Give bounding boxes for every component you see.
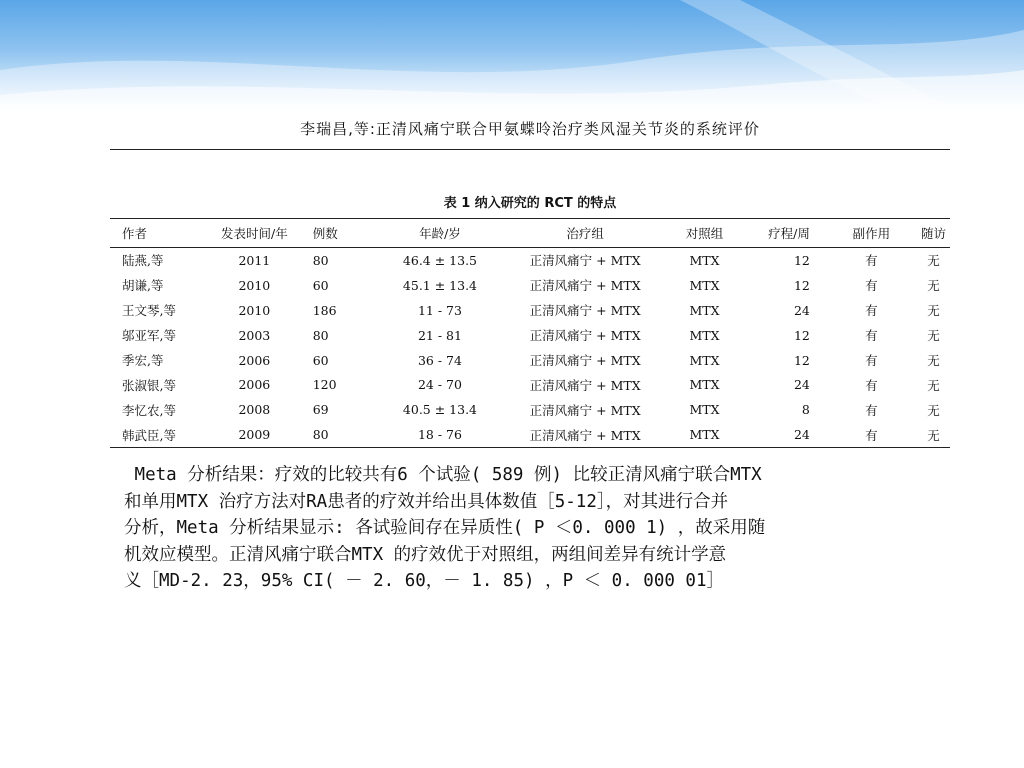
table-row <box>110 348 950 373</box>
col-header-author: 作者 <box>110 219 206 248</box>
cell-cases: 80 <box>303 422 371 447</box>
table-row <box>110 323 950 348</box>
cell-control: MTX <box>661 422 749 447</box>
cell-cases: 60 <box>312 352 329 368</box>
cell-cases: 80 <box>312 327 329 343</box>
cell-treatment: 正清风痛宁 + MTX <box>510 422 661 447</box>
cell-age: 21 - 81 <box>417 327 462 343</box>
cell-side-effects: 有 <box>865 377 878 393</box>
cell-follow-up: 无 <box>917 422 950 447</box>
cell-course: 8 <box>801 402 810 418</box>
cell-age: 24 - 70 <box>417 377 462 393</box>
col-header-follow-up: 随访 <box>917 219 950 248</box>
header-rule <box>110 149 950 150</box>
col-header-year: 发表时间/年 <box>206 219 303 248</box>
cell-course: 12 <box>793 277 810 293</box>
col-header-treatment: 治疗组 <box>510 219 661 248</box>
cell-year: 2010 <box>238 277 271 293</box>
paper-running-header: 李瑞昌,等:正清风痛宁联合甲氨蝶呤治疗类风湿关节炎的系统评价 <box>300 120 760 138</box>
cell-age: 11 - 73 <box>417 302 462 318</box>
cell-course: 24 <box>748 422 826 447</box>
cell-side-effects: 有 <box>865 402 878 418</box>
paragraph-line: 和单用MTX 治疗方法对RA患者的疗效并给出具体数值［5-12］，对其进行合并 <box>124 491 729 512</box>
col-header-side-effects: 副作用 <box>826 219 917 248</box>
cell-author: 韩武臣,等 <box>110 422 206 447</box>
table-header-row <box>110 219 950 248</box>
cell-year: 2006 <box>238 352 271 368</box>
cell-author: 陆燕,等 <box>122 253 164 269</box>
cell-year: 2009 <box>206 422 303 447</box>
cell-treatment: 正清风痛宁 + MTX <box>529 402 641 418</box>
cell-age: 46.4 ± 13.5 <box>402 252 478 268</box>
cell-side-effects: 有 <box>865 278 878 294</box>
rct-characteristics-table <box>110 218 950 448</box>
cell-control: MTX <box>689 252 720 268</box>
cell-author: 张淑银,等 <box>122 377 176 393</box>
cell-age: 36 - 74 <box>417 352 462 368</box>
banner-wave-decoration <box>0 0 1024 112</box>
paragraph-line: 义［MD-2. 23，95% CI( － 2. 60，－ 1. 85) ，P ＜ 0. 000 01］ <box>124 571 725 591</box>
cell-side-effects: 有 <box>826 422 917 447</box>
slide-header-banner <box>0 0 1024 112</box>
cell-cases: 69 <box>312 402 329 418</box>
cell-follow-up: 无 <box>927 278 940 294</box>
cell-treatment: 正清风痛宁 + MTX <box>529 303 641 319</box>
table-row <box>110 273 950 298</box>
cell-course: 24 <box>793 302 810 318</box>
table-row <box>110 372 950 397</box>
cell-control: MTX <box>689 402 720 418</box>
cell-treatment: 正清风痛宁 + MTX <box>529 377 641 393</box>
col-header-age: 年龄/岁 <box>370 219 509 248</box>
cell-age: 45.1 ± 13.4 <box>402 277 478 293</box>
cell-treatment: 正清风痛宁 + MTX <box>529 353 641 368</box>
cell-side-effects: 有 <box>865 353 878 368</box>
cell-course: 12 <box>793 252 810 268</box>
cell-age: 40.5 ± 13.4 <box>402 402 478 418</box>
cell-control: MTX <box>689 377 720 393</box>
cell-follow-up: 无 <box>927 402 940 418</box>
meta-analysis-paragraph <box>124 462 924 595</box>
paragraph-line: 分析，Meta 分析结果显示: 各试验间存在异质性( P ＜0. 000 1) ，故采用随 <box>124 518 766 538</box>
table-row <box>110 298 950 323</box>
cell-course: 12 <box>793 327 810 343</box>
cell-treatment: 正清风痛宁 + MTX <box>529 253 641 269</box>
paragraph-line: Meta 分析结果：疗效的比较共有6 个试验( 589 例) 比较正清风痛宁联合MTX <box>124 465 762 485</box>
col-header-cases: 例数 <box>303 219 371 248</box>
cell-age: 18 - 76 <box>370 422 509 447</box>
table-row <box>110 397 950 422</box>
cell-author: 季宏,等 <box>122 353 164 368</box>
table-row <box>110 422 950 447</box>
cell-cases: 80 <box>312 252 329 268</box>
cell-year: 2010 <box>238 302 271 318</box>
cell-year: 2003 <box>238 327 271 343</box>
cell-author: 王文琴,等 <box>122 303 176 319</box>
cell-follow-up: 无 <box>927 328 940 344</box>
cell-author: 邬亚军,等 <box>122 328 176 344</box>
cell-follow-up: 无 <box>927 303 940 319</box>
col-header-course: 疗程/周 <box>748 219 826 248</box>
cell-course: 24 <box>793 377 810 393</box>
cell-follow-up: 无 <box>927 253 940 269</box>
cell-follow-up: 无 <box>927 353 940 368</box>
cell-control: MTX <box>689 302 720 318</box>
cell-cases: 186 <box>312 302 337 318</box>
paragraph-line: 机效应模型。正清风痛宁联合MTX 的疗效优于对照组，两组间差异有统计学意 <box>124 544 727 565</box>
cell-course: 12 <box>793 352 810 368</box>
cell-year: 2006 <box>238 377 271 393</box>
table-row <box>110 248 950 273</box>
cell-side-effects: 有 <box>865 328 878 344</box>
cell-control: MTX <box>689 352 720 368</box>
cell-cases: 120 <box>312 377 337 393</box>
cell-year: 2011 <box>238 252 271 268</box>
cell-author: 李忆农,等 <box>122 402 176 418</box>
col-header-control: 对照组 <box>661 219 749 248</box>
cell-follow-up: 无 <box>927 377 940 393</box>
cell-year: 2008 <box>238 402 271 418</box>
table-caption: 表 1 纳入研究的 RCT 的特点 <box>443 196 617 211</box>
cell-control: MTX <box>689 327 720 343</box>
cell-author: 胡谦,等 <box>122 278 164 294</box>
cell-treatment: 正清风痛宁 + MTX <box>529 328 641 344</box>
cell-cases: 60 <box>312 277 329 293</box>
cell-treatment: 正清风痛宁 + MTX <box>529 278 641 294</box>
cell-side-effects: 有 <box>865 303 878 319</box>
cell-side-effects: 有 <box>865 253 878 269</box>
cell-control: MTX <box>689 277 720 293</box>
